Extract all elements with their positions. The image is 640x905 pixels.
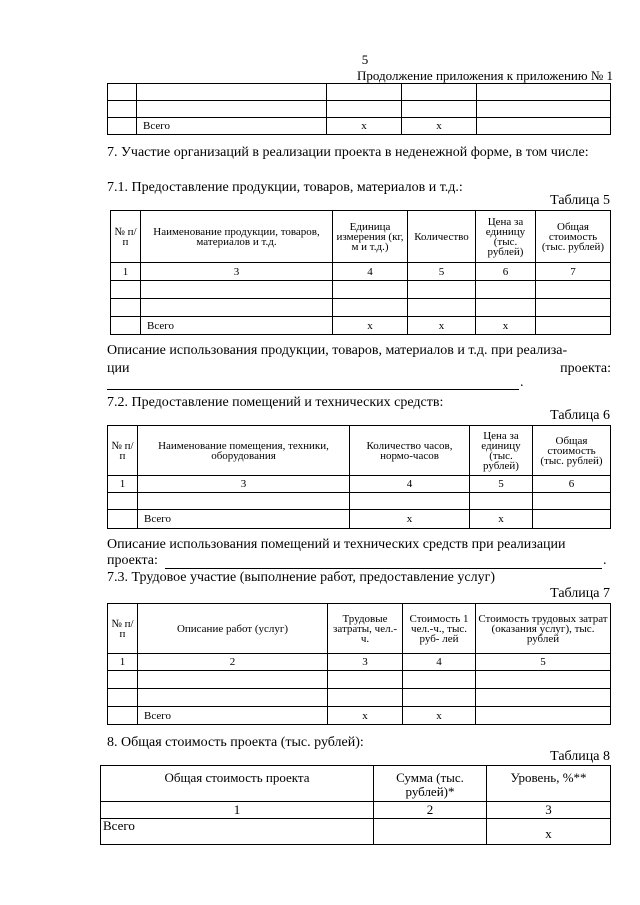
col-header: Стоимость трудовых затрат (оказания услуг), тыс. рублей (476, 604, 611, 654)
table8 (100, 765, 611, 845)
total-x: x (327, 118, 402, 135)
table-row-total (111, 317, 611, 335)
col-number: 3 (138, 476, 350, 493)
section7-heading: 7. Участие организаций в реализации проекта в неденежной форме, в том числе: (107, 145, 589, 160)
col-header: Цена за единицу (тыс. рублей) (470, 426, 533, 476)
desc1-right: проекта: (560, 361, 611, 376)
col-header: Цена за единицу (тыс. рублей) (476, 211, 536, 263)
desc1-left: ции (107, 361, 130, 376)
total-x: x (403, 707, 476, 725)
col-header: Единица измерения (кг, м и т.д.) (333, 211, 408, 263)
table-row-numbers (101, 802, 611, 819)
table-row-numbers (111, 263, 611, 281)
col-number: 3 (487, 802, 611, 819)
desc2-line2: проекта: (107, 553, 158, 568)
col-header: Наименование продукции, товаров, материалов и т.д. (141, 211, 333, 263)
col-header: Описание работ (услуг) (138, 604, 328, 654)
desc2-line1: Описание использования помещений и технических средств при реализации (107, 537, 566, 552)
period: . (520, 375, 524, 390)
col-header: Количество (408, 211, 476, 263)
col-number: 4 (350, 476, 470, 493)
table6 (107, 425, 611, 529)
col-header: Общая стоимость (тыс. рублей) (533, 426, 611, 476)
col-header: Общая стоимость проекта (101, 766, 374, 802)
table-row-total (108, 118, 611, 135)
table7 (107, 603, 611, 725)
table7-caption: Таблица 7 (550, 586, 610, 601)
total-x: x (476, 317, 536, 335)
fill-line (107, 389, 519, 390)
section7-3-heading: 7.3. Трудовое участие (выполнение работ, предоставление услуг) (107, 570, 496, 585)
col-number: 7 (536, 263, 611, 281)
table-row-numbers (108, 476, 611, 493)
period: . (603, 553, 607, 568)
section8-heading: 8. Общая стоимость проекта (тыс. рублей): (107, 735, 364, 750)
total-x: x (333, 317, 408, 335)
total-x: x (408, 317, 476, 335)
total-x: x (328, 707, 403, 725)
col-number: 2 (374, 802, 487, 819)
col-header: № п/п (108, 426, 138, 476)
total-x: x (487, 819, 611, 845)
col-header: Стоимость 1 чел.-ч., тыс. руб- лей (403, 604, 476, 654)
table8-caption: Таблица 8 (550, 749, 610, 764)
fill-line (165, 568, 602, 569)
table-row-total (101, 819, 611, 845)
col-number: 6 (533, 476, 611, 493)
col-header: Количество часов, нормо-часов (350, 426, 470, 476)
total-x: x (350, 510, 470, 529)
total-x: x (402, 118, 477, 135)
section7-2-heading: 7.2. Предоставление помещений и технических средств: (107, 395, 444, 410)
table5 (110, 210, 611, 335)
col-header: Уровень, %** (487, 766, 611, 802)
col-header: № п/п (111, 211, 141, 263)
col-header: Общая стоимость (тыс. рублей) (536, 211, 611, 263)
total-label: Всего (138, 510, 350, 529)
col-header: Наименование помещения, техники, оборудования (138, 426, 350, 476)
col-number: 1 (111, 263, 141, 281)
total-label: Всего (141, 317, 333, 335)
col-number: 5 (470, 476, 533, 493)
col-number: 5 (408, 263, 476, 281)
top-table (107, 83, 611, 135)
total-label: Всего (101, 819, 374, 845)
col-number: 3 (141, 263, 333, 281)
continuation-note: Продолжение приложения к приложению № 1 (356, 68, 613, 83)
col-number: 5 (476, 654, 611, 671)
table-row-total (108, 510, 611, 529)
col-header: Трудовые затраты, чел.- ч. (328, 604, 403, 654)
total-label: Всего (137, 118, 327, 135)
col-number: 1 (108, 654, 138, 671)
desc1-line1: Описание использования продукции, товаров, материалов и т.д. при реализа- (107, 343, 568, 358)
table6-caption: Таблица 6 (550, 408, 610, 423)
col-number: 2 (138, 654, 328, 671)
table-row-numbers (108, 654, 611, 671)
section7-1-heading: 7.1. Предоставление продукции, товаров, материалов и т.д.: (107, 180, 463, 195)
col-number: 1 (108, 476, 138, 493)
table5-caption: Таблица 5 (550, 193, 610, 208)
col-header: № п/п (108, 604, 138, 654)
total-x: x (470, 510, 533, 529)
total-label: Всего (138, 707, 328, 725)
col-number: 1 (101, 802, 374, 819)
col-number: 3 (328, 654, 403, 671)
table-row-total (108, 707, 611, 725)
page-number: 5 (361, 52, 369, 67)
col-header: Сумма (тыс. рублей)* (374, 766, 487, 802)
col-number: 4 (403, 654, 476, 671)
col-number: 6 (476, 263, 536, 281)
col-number: 4 (333, 263, 408, 281)
